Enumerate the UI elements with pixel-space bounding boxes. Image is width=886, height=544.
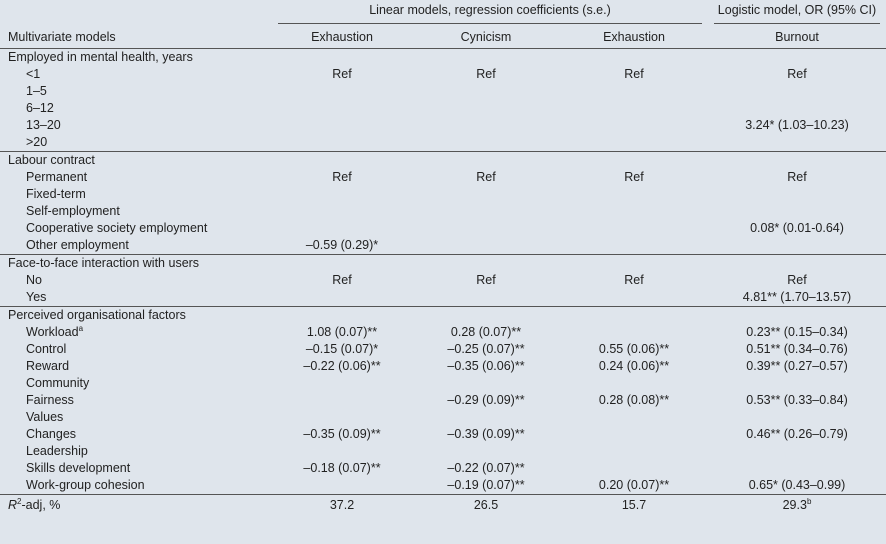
cell-c1 <box>272 186 412 203</box>
header-models: Multivariate models <box>0 26 272 49</box>
cell-c1: –0.35 (0.09)** <box>303 427 381 441</box>
cell-c2 <box>412 134 560 152</box>
cell-c3 <box>560 203 708 220</box>
cell-c2: –0.39 (0.09)** <box>447 427 525 441</box>
cell-c4: Ref <box>787 170 807 184</box>
cell-c2 <box>412 83 560 100</box>
cell-c4 <box>708 83 886 100</box>
row-label: Changes <box>26 427 77 441</box>
cell-c2 <box>412 100 560 117</box>
table-row <box>0 375 886 392</box>
row-label: Leadership <box>26 444 88 458</box>
header-group-linear: Linear models, regression coefficients (s.e.) <box>272 0 708 26</box>
header-column-row <box>0 26 886 49</box>
table-body <box>0 49 886 495</box>
table-row <box>0 426 886 443</box>
row-label: Permanent <box>26 170 88 184</box>
section-header-row <box>0 307 886 325</box>
row-label: Work-group cohesion <box>26 478 145 492</box>
table-row <box>0 83 886 100</box>
table-row <box>0 272 886 289</box>
table-row <box>0 289 886 307</box>
table-row <box>0 409 886 426</box>
cell-c4 <box>708 443 886 460</box>
header-group-logistic: Logistic model, OR (95% CI) <box>708 0 886 26</box>
cell-c4: 4.81** (1.70–13.57) <box>742 290 852 304</box>
cell-c3 <box>560 460 708 477</box>
header-burnout: Burnout <box>708 26 886 49</box>
cell-c2 <box>412 375 560 392</box>
row-label: 1–5 <box>26 84 47 98</box>
table-row <box>0 443 886 460</box>
cell-c3 <box>560 134 708 152</box>
row-label: Self-employment <box>26 204 120 218</box>
footer-c3: 15.7 <box>560 495 708 516</box>
cell-c4: Ref <box>787 273 807 287</box>
row-label: Values <box>26 410 64 424</box>
section-title: Perceived organisational factors <box>0 307 886 325</box>
cell-c4 <box>708 100 886 117</box>
section-header-row <box>0 255 886 273</box>
cell-c4: 3.24* (1.03–10.23) <box>745 118 849 132</box>
cell-c1 <box>272 375 412 392</box>
cell-c1 <box>272 100 412 117</box>
footer-c4: 29.3$^b$ <box>708 495 886 516</box>
cell-c2: –0.22 (0.07)** <box>447 461 525 475</box>
cell-c3 <box>560 375 708 392</box>
cell-c4 <box>708 186 886 203</box>
row-label: Cooperative society employment <box>26 221 208 235</box>
cell-c2 <box>412 237 560 255</box>
cell-c1: –0.18 (0.07)** <box>303 461 381 475</box>
row-label: Skills development <box>26 461 131 475</box>
cell-c1 <box>272 117 412 134</box>
table-row <box>0 169 886 186</box>
table-row <box>0 392 886 409</box>
row-label: Reward <box>26 359 70 373</box>
cell-c1 <box>272 409 412 426</box>
table-row <box>0 324 886 341</box>
cell-c4 <box>708 203 886 220</box>
row-label: 6–12 <box>26 101 54 115</box>
cell-c2: –0.35 (0.06)** <box>447 359 525 373</box>
footer-c1: 37.2 <box>272 495 412 516</box>
cell-c1 <box>272 134 412 152</box>
cell-c3 <box>560 83 708 100</box>
cell-c1: Ref <box>332 170 352 184</box>
table-row <box>0 203 886 220</box>
cell-c2: 0.28 (0.07)** <box>450 325 522 339</box>
cell-c2: –0.19 (0.07)** <box>447 478 525 492</box>
row-label: Other employment <box>26 238 129 252</box>
cell-c2: –0.25 (0.07)** <box>447 342 525 356</box>
cell-c1: –0.59 (0.29)* <box>305 238 379 252</box>
cell-c4 <box>708 237 886 255</box>
cell-c1: Ref <box>332 67 352 81</box>
cell-c2 <box>412 203 560 220</box>
table-row <box>0 237 886 255</box>
cell-c3: 0.28 (0.08)** <box>598 393 670 407</box>
cell-c1 <box>272 203 412 220</box>
cell-c2 <box>412 289 560 307</box>
cell-c4: 0.08* (0.01-0.64) <box>750 221 844 235</box>
table-row <box>0 220 886 237</box>
cell-c4: 0.46** (0.26–0.79) <box>746 427 848 441</box>
footer-c2: 26.5 <box>412 495 560 516</box>
cell-c3 <box>560 409 708 426</box>
cell-c4: 0.23** (0.15–0.34) <box>746 325 848 339</box>
cell-c2: Ref <box>476 273 496 287</box>
table-row <box>0 460 886 477</box>
cell-c1 <box>272 220 412 237</box>
cell-c3 <box>560 220 708 237</box>
cell-c2: Ref <box>476 67 496 81</box>
table-row <box>0 66 886 83</box>
section-title: Employed in mental health, years <box>0 49 886 67</box>
cell-c1: 1.08 (0.07)** <box>306 325 378 339</box>
cell-c1: –0.15 (0.07)* <box>305 342 379 356</box>
row-label: Fixed-term <box>26 187 86 201</box>
header-exhaustion-1: Exhaustion <box>272 26 412 49</box>
cell-c2 <box>412 443 560 460</box>
cell-c3 <box>560 324 708 341</box>
row-label: <1 <box>26 67 41 81</box>
header-group-row <box>0 0 886 26</box>
table-row <box>0 341 886 358</box>
section-title: Face-to-face interaction with users <box>0 255 886 273</box>
cell-c1 <box>272 443 412 460</box>
row-label: 13–20 <box>26 118 61 132</box>
table-row <box>0 358 886 375</box>
table-row <box>0 117 886 134</box>
cell-c3: 0.55 (0.06)** <box>598 342 670 356</box>
cell-c3 <box>560 117 708 134</box>
row-label: Community <box>26 376 90 390</box>
row-label: >20 <box>26 135 48 149</box>
cell-c3: Ref <box>624 273 644 287</box>
row-label: Fairness <box>26 393 74 407</box>
cell-c3 <box>560 426 708 443</box>
cell-c3: 0.20 (0.07)** <box>598 478 670 492</box>
cell-c3 <box>560 237 708 255</box>
cell-c4: 0.65* (0.43–0.99) <box>748 478 846 492</box>
cell-c4: 0.51** (0.34–0.76) <box>746 342 848 356</box>
cell-c4 <box>708 460 886 477</box>
section-header-row <box>0 152 886 170</box>
section-title: Labour contract <box>0 152 886 170</box>
row-label: Workload$^a$ <box>26 323 84 339</box>
header-exhaustion-2: Exhaustion <box>560 26 708 49</box>
cell-c4: 0.39** (0.27–0.57) <box>746 359 848 373</box>
cell-c3 <box>560 289 708 307</box>
cell-c4 <box>708 409 886 426</box>
cell-c2: Ref <box>476 170 496 184</box>
cell-c2 <box>412 186 560 203</box>
cell-c2 <box>412 117 560 134</box>
cell-c3 <box>560 100 708 117</box>
cell-c4: 0.53** (0.33–0.84) <box>746 393 848 407</box>
cell-c1 <box>272 477 412 495</box>
cell-c3 <box>560 186 708 203</box>
cell-c2: –0.29 (0.09)** <box>447 393 525 407</box>
cell-c1: –0.22 (0.06)** <box>303 359 381 373</box>
cell-c4 <box>708 375 886 392</box>
footer-row <box>0 495 886 516</box>
cell-c1: Ref <box>332 273 352 287</box>
cell-c4 <box>708 134 886 152</box>
footer-label: $R^2$-adj, % <box>0 495 272 516</box>
cell-c3 <box>560 443 708 460</box>
cell-c2 <box>412 220 560 237</box>
row-label: No <box>26 273 42 287</box>
header-blank <box>0 0 272 26</box>
cell-c1 <box>272 392 412 409</box>
row-label: Yes <box>26 290 47 304</box>
table-row <box>0 186 886 203</box>
cell-c2 <box>412 409 560 426</box>
cell-c4: Ref <box>787 67 807 81</box>
cell-c1 <box>272 289 412 307</box>
header-cynicism: Cynicism <box>412 26 560 49</box>
cell-c3: Ref <box>624 170 644 184</box>
table-row <box>0 100 886 117</box>
table-row <box>0 477 886 495</box>
cell-c1 <box>272 83 412 100</box>
cell-c3: 0.24 (0.06)** <box>598 359 670 373</box>
section-header-row <box>0 49 886 67</box>
table-row <box>0 134 886 152</box>
cell-c3: Ref <box>624 67 644 81</box>
row-label: Control <box>26 342 67 356</box>
